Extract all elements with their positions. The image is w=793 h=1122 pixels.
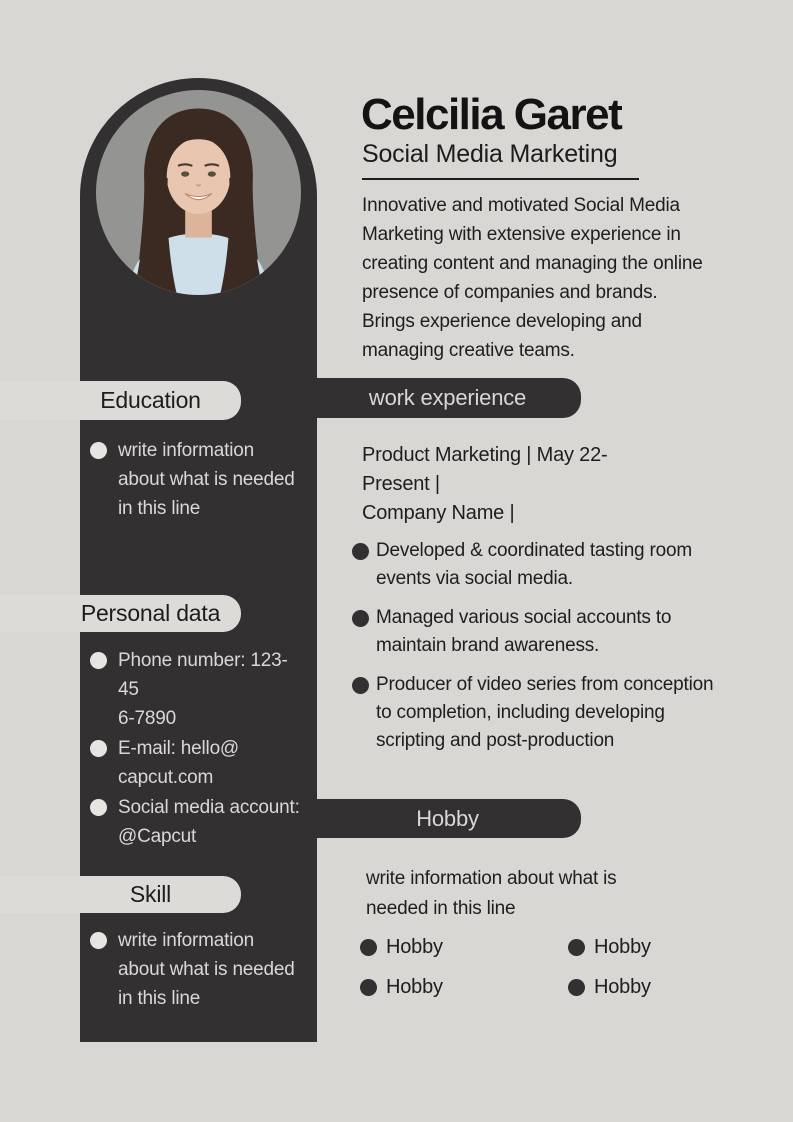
skill-heading: Skill (129, 881, 172, 907)
personal-data-heading-pill (0, 595, 241, 632)
bullet-icon (90, 740, 107, 757)
work-bullet-text: Developed & coordinated tasting room events via social media. (376, 540, 692, 589)
phone-line: Phone number: 123-45 (118, 650, 288, 700)
job-title-block (362, 441, 607, 528)
bullet-icon (568, 979, 585, 996)
hobby-item (568, 936, 776, 959)
bullet-icon (360, 979, 377, 996)
job-title-line: Present | (362, 473, 440, 495)
skill-heading-pill (0, 876, 241, 913)
education-item-text (118, 436, 295, 523)
skill-line: write information (118, 930, 254, 951)
social-media-item (90, 793, 305, 851)
education-heading: Education (100, 387, 201, 413)
work-bullet-text: Managed various social accounts to maintain brand awareness. (376, 607, 672, 656)
social-media-text (118, 793, 300, 851)
profile-photo-illustration (96, 90, 301, 295)
phone-text (118, 646, 305, 733)
email-text (118, 734, 239, 792)
job-title-line: Product Marketing | May 22- (362, 444, 608, 466)
hobby-item (360, 936, 568, 959)
education-line: about what is needed (118, 469, 295, 490)
education-heading-pill (0, 381, 241, 420)
hobby-banner (300, 799, 581, 838)
hobby-label: Hobby (386, 936, 443, 958)
email-line: capcut.com (118, 767, 214, 788)
person-name: Celcilia Garet (361, 90, 622, 139)
bullet-icon (90, 652, 107, 669)
education-line: write information (118, 440, 254, 461)
bullet-icon (352, 543, 369, 560)
personal-data-list (90, 646, 305, 852)
bullet-icon (90, 932, 107, 949)
social-media-line: Social media account: (118, 797, 300, 818)
skill-item (90, 926, 295, 1013)
skill-line: in this line (118, 988, 201, 1009)
bullet-icon (568, 939, 585, 956)
email-line: E-mail: hello@ (118, 738, 240, 759)
person-title: Social Media Marketing (362, 140, 618, 168)
education-item (90, 436, 295, 523)
bullet-icon (360, 939, 377, 956)
hobby-item (360, 976, 568, 999)
hobby-item (568, 976, 776, 999)
bullet-icon (352, 677, 369, 694)
work-bullet-item (352, 671, 724, 755)
hobby-label: Hobby (594, 976, 651, 998)
work-bullet-item (352, 537, 724, 593)
hobby-heading: Hobby (416, 805, 479, 831)
bullet-icon (90, 799, 107, 816)
social-media-line: @Capcut (118, 826, 197, 847)
job-title-line: Company Name | (362, 502, 515, 524)
hobby-intro: write information about what is needed in this line (366, 868, 617, 919)
hobby-label: Hobby (594, 936, 651, 958)
work-experience-list (352, 537, 724, 766)
bullet-icon (352, 610, 369, 627)
phone-line: 6-7890 (118, 708, 176, 729)
profile-photo (96, 90, 301, 295)
work-bullet-text: Producer of video series from conception to completion, including developing scripting and post-production (376, 674, 714, 751)
profile-summary: Innovative and motivated Social Media Marketing with extensive experience in creating content and managing the online presence of companies and brands. Brings experience developing and managing creative teams. (362, 195, 703, 361)
work-experience-banner (300, 378, 581, 418)
email-item (90, 734, 305, 792)
work-experience-heading: work experience (368, 385, 527, 410)
phone-item (90, 646, 305, 733)
skill-item-text (118, 926, 295, 1013)
work-bullet-item (352, 604, 724, 660)
title-divider (362, 178, 639, 180)
hobby-label: Hobby (386, 976, 443, 998)
personal-data-heading: Personal data (80, 600, 221, 626)
bullet-icon (90, 442, 107, 459)
education-line: in this line (118, 498, 201, 519)
skill-line: about what is needed (118, 959, 295, 980)
hobby-grid (360, 936, 776, 999)
